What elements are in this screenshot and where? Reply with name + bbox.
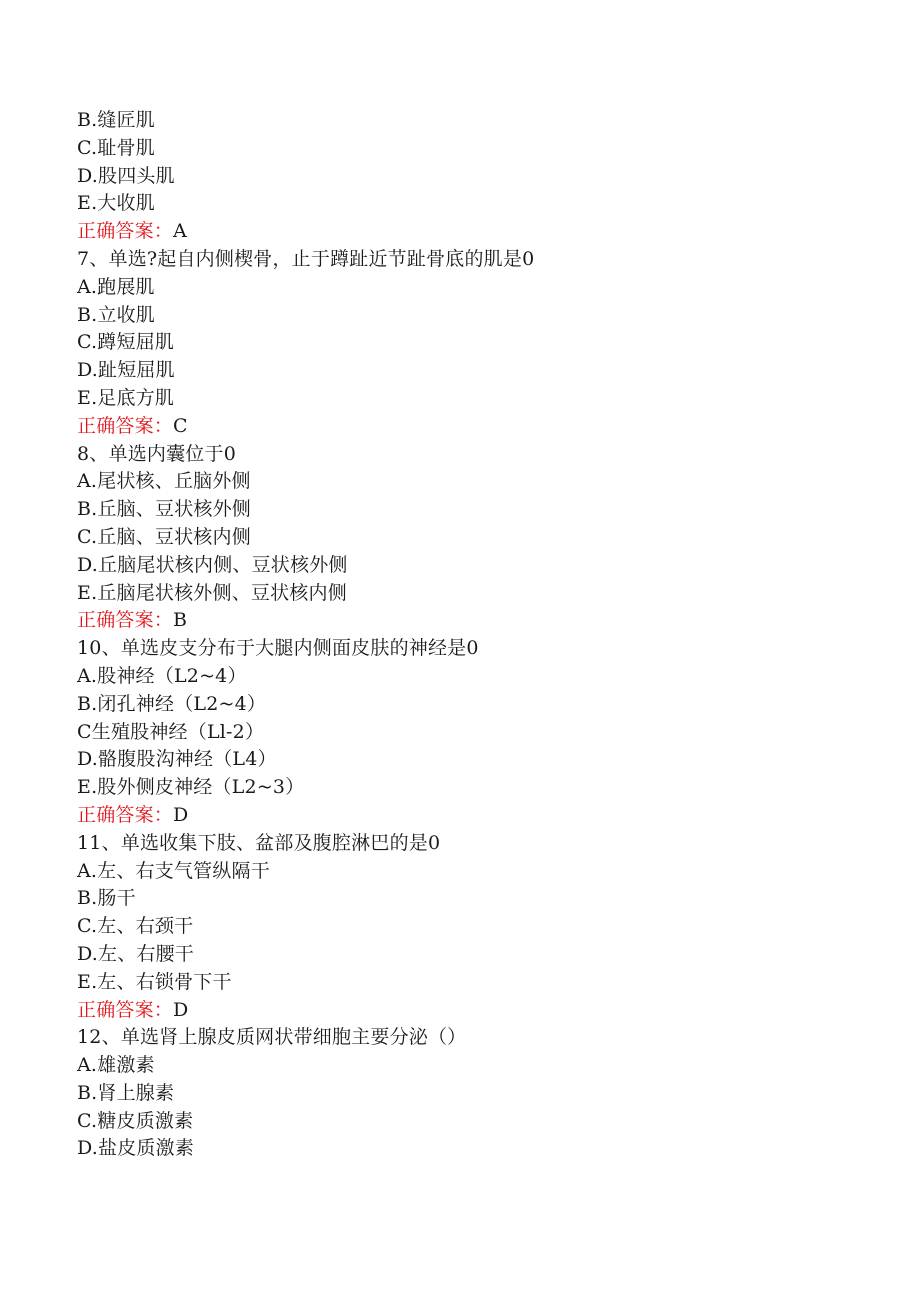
option-line: C.糖皮质激素 — [77, 1109, 194, 1132]
option-line: B.肠干 — [77, 887, 136, 910]
answer-line — [77, 802, 877, 830]
question-text: 12、单选肾上腺皮质网状带细胞主要分泌（） — [77, 1026, 467, 1049]
answer-label: 正确答案： — [77, 414, 174, 437]
option-line: C.耻骨肌 — [77, 136, 155, 159]
option-line: D.骼腹股沟神经（L4） — [77, 748, 277, 771]
option-line: B.缝匠肌 — [77, 109, 156, 131]
option-line: D.趾短屈肌 — [77, 359, 175, 382]
question-block — [77, 246, 877, 441]
answer-value: D — [173, 803, 189, 826]
answer-line — [77, 997, 877, 1025]
answer-label: 正确答案： — [77, 609, 174, 632]
option-line: C.左、右颈干 — [77, 915, 194, 938]
answer-label: 正确答案： — [77, 998, 174, 1021]
option-line: C.丘脑、豆状核内侧 — [77, 525, 251, 548]
answer-value: B — [173, 609, 188, 632]
answer-value: C — [173, 414, 188, 437]
question-text: 7、单选?起自内侧楔骨，止于蹲趾近节趾骨底的肌是0 — [77, 247, 535, 270]
answer-value: D — [173, 998, 189, 1021]
option-line: A.雄激素 — [77, 1054, 155, 1077]
document-page — [77, 107, 877, 1163]
question-block — [77, 107, 877, 246]
option-line: A.跑展肌 — [77, 275, 155, 298]
answer-value: A — [173, 220, 187, 243]
option-line: D.盐皮质激素 — [77, 1137, 194, 1160]
option-line: C生殖股神经（Ll-2） — [77, 720, 265, 743]
option-line: C.蹲短屈肌 — [77, 331, 175, 354]
question-text: 11、单选收集下肢、盆部及腹腔淋巴的是0 — [77, 831, 441, 854]
answer-line — [77, 413, 877, 441]
option-line: E.丘脑尾状核外侧、豆状核内侧 — [77, 581, 347, 604]
answer-label: 正确答案： — [77, 220, 174, 243]
question-text: 8、单选内囊位于0 — [77, 442, 236, 465]
answer-line — [77, 218, 877, 246]
answer-label: 正确答案： — [77, 803, 174, 826]
question-block — [77, 635, 877, 830]
option-line: A.尾状核、丘脑外侧 — [77, 470, 251, 493]
option-line: B.闭孔神经（L2~4） — [77, 692, 267, 715]
answer-line — [77, 607, 877, 635]
option-line: D.股四头肌 — [77, 164, 175, 187]
option-line: B.立收肌 — [77, 303, 156, 326]
option-line: E.大收肌 — [77, 192, 155, 215]
option-line: E.股外侧皮神经（L2~3） — [77, 776, 305, 799]
question-block — [77, 830, 877, 1025]
option-line: B.肾上腺素 — [77, 1081, 175, 1104]
option-line: A.股神经（L2~4） — [77, 664, 247, 687]
question-block — [77, 441, 877, 636]
question-block — [77, 1024, 877, 1163]
option-line: D.丘脑尾状核内侧、豆状核外侧 — [77, 553, 348, 576]
option-line: B.丘脑、豆状核外侧 — [77, 498, 252, 521]
option-line: E.足底方肌 — [77, 386, 175, 409]
option-line: E.左、右锁骨下干 — [77, 970, 232, 993]
question-text: 10、单选皮支分布于大腿内侧面皮肤的神经是0 — [77, 637, 479, 660]
option-line: D.左、右腰干 — [77, 942, 194, 965]
option-line: A.左、右支气管纵隔干 — [77, 859, 270, 882]
